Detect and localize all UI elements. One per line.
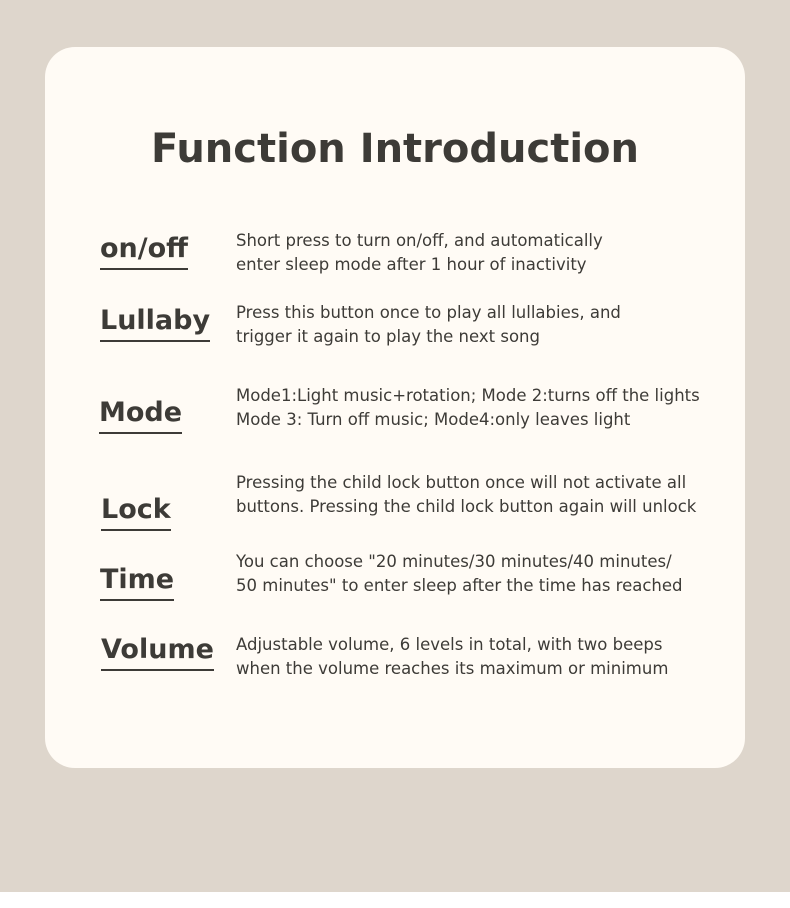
description-line: 50 minutes" to enter sleep after the time has reached [236,576,683,595]
description-line: Mode 3: Turn off music; Mode4:only leaves light [236,410,631,429]
function-description-volume [236,633,736,681]
description-line: trigger it again to play the next song [236,327,540,346]
description-line: Adjustable volume, 6 levels in total, with two beeps [236,635,663,654]
function-description-lullaby [236,301,736,349]
function-name-lullaby: Lullaby [100,304,210,342]
description-line: Short press to turn on/off, and automatically [236,231,603,250]
function-name-lock: Lock [101,493,171,531]
page-title: Function Introduction [150,126,639,172]
function-name-time: Time [100,563,174,601]
description-line: when the volume reaches its maximum or minimum [236,659,669,678]
description-line: Mode1:Light music+rotation; Mode 2:turns off the lights [236,386,700,405]
function-description-mode [236,384,736,432]
description-line: buttons. Pressing the child lock button again will unlock [236,497,697,516]
function-name-mode: Mode [99,396,182,434]
description-line: Pressing the child lock button once will not activate all [236,473,687,492]
function-description-time [236,550,736,598]
description-line: Press this button once to play all lullabies, and [236,303,621,322]
function-name-on-off: on/off [100,232,188,270]
function-name-volume: Volume [101,633,214,671]
description-line: enter sleep mode after 1 hour of inactivity [236,255,587,274]
function-description-on-off [236,229,736,277]
function-description-lock [236,471,736,519]
description-line: You can choose "20 minutes/30 minutes/40 minutes/ [236,552,672,571]
